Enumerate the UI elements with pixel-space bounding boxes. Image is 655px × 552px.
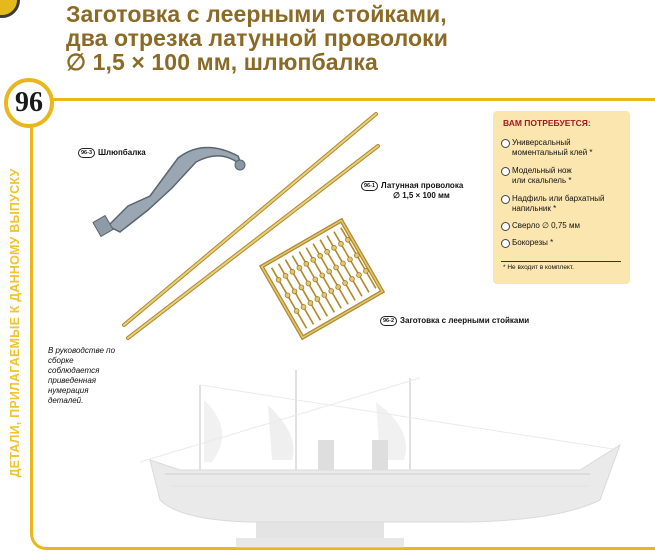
- radio-icon: [501, 195, 510, 204]
- manual-note: В руководстве по сборке соблюдается приведенная нумерация деталей.: [48, 346, 116, 405]
- radio-icon: [501, 239, 510, 248]
- side-caption: ДЕТАЛИ, ПРИЛАГАЕМЫЕ К ДАННОМУ ВЫПУСКУ: [8, 168, 22, 478]
- part-name: Шлюпбалка: [98, 148, 146, 157]
- part-tag: 96-2: [380, 316, 397, 326]
- requirement-item: Универсальный моментальный клей *: [501, 138, 593, 157]
- part-spec: ∅ 1,5 × 100 мм: [393, 191, 450, 200]
- stanchion-fret-illustration: [262, 220, 383, 337]
- title-line-3: ∅ 1,5 × 100 мм, шлюпбалка: [66, 49, 378, 75]
- ship-funnel-2: [372, 440, 388, 470]
- part-label-fret: [380, 316, 529, 326]
- radio-icon: [501, 139, 510, 148]
- requirement-item: Сверло ∅ 0,75 мм: [501, 221, 580, 231]
- title-line-2: два отрезка латунной проволоки: [66, 25, 449, 51]
- part-name: Заготовка с леерными стойками: [400, 316, 530, 325]
- issue-number: 96: [15, 87, 43, 118]
- ship-sail-2: [268, 405, 294, 460]
- requirements-heading: ВАМ ПОТРЕБУЕТСЯ:: [503, 118, 591, 128]
- part-label-wire: [361, 181, 463, 201]
- requirement-item: Модельный нож или скальпель *: [501, 166, 572, 185]
- part-tag: 96-1: [361, 181, 378, 191]
- requirements-footnote: * Не входит в комплект.: [503, 264, 574, 271]
- part-name: Латунная проволока: [381, 181, 464, 190]
- radio-icon: [501, 222, 510, 231]
- ship-stand-base: [236, 538, 404, 548]
- part-tag: 96-3: [78, 148, 95, 158]
- requirement-item: Бокорезы *: [501, 238, 553, 248]
- davit-illustration: [93, 147, 245, 236]
- title-line-1: Заготовка с леерными стойками,: [66, 1, 447, 27]
- divider: [501, 261, 621, 262]
- requirement-item: Надфиль или бархатный напильник *: [501, 194, 605, 213]
- part-label-davit: [78, 148, 146, 158]
- ship-funnel-1: [318, 440, 334, 470]
- ship-sail-1: [204, 400, 222, 462]
- radio-icon: [501, 167, 510, 176]
- ship-illustration: [140, 370, 620, 548]
- brass-wire-illustration: [124, 114, 378, 338]
- requirements-box: [493, 111, 630, 284]
